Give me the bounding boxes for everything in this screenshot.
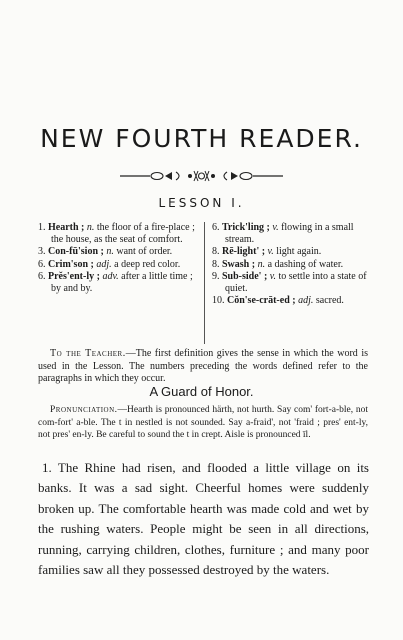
vocab-word: Rē-light' ; (222, 246, 266, 258)
vocab-definition: after a little time ; by and by. (51, 270, 193, 295)
pronunciation-text: —Hearth is pronounced härth, not hurth. Say com' fort-a-ble, not com-fort' a-ble. The t in nestled is not sounded. Say a-fraid', not 'fraid ; pres' ent-ly, not pres' en-ly. Be careful to sound the t in crept. Aisle is pronounced īl. (38, 405, 368, 440)
vocab-entry: 1. Hearth ; n. the floor of a fire-place ; the house, as the seat of comfort. (38, 222, 195, 246)
vocab-definition: sacred. (315, 295, 344, 307)
vocab-entry: 10. Cŏn'se-crāt-ed ; adj. sacred. (212, 295, 344, 307)
vocab-word: Prĕs'ent-ly ; (48, 270, 100, 282)
vocab-entry: 6. Prĕs'ent-ly ; adv. after a little time ; by and by. (38, 270, 193, 295)
vocab-definition: the floor of a fire-place ; the house, as the seat of comfort. (51, 222, 195, 246)
lesson-heading: LESSON I. (158, 196, 245, 210)
vocab-definition: a deep red color. (114, 258, 181, 270)
teacher-note (38, 348, 368, 386)
teacher-note-text: —The first definition gives the sense in which the word is used in the Lesson. The numbers preceding the words defined refer to the paragraphs in which they occur. (38, 348, 368, 384)
body-paragraph: 1. The Rhine had risen, and flooded a little village on its banks. It was a sad sight. Cheerful homes were suddenly broken up. The comfortable hearth was made cold and wet by the rushing waters. People might be seen in all directions, running, carrying children, clothes, furniture ; and many poor families saw all they possessed destroyed by the waters. (38, 460, 369, 578)
vocab-definition: to settle into a state of quiet. (225, 270, 367, 295)
vocabulary-column-right (212, 222, 368, 307)
pronunciation-lead: Pronunciation. (50, 405, 118, 415)
page-title: NEW FOURTH READER. (40, 124, 363, 153)
teacher-note-lead: To the Teacher. (50, 348, 126, 359)
section-title: A Guard of Honor. (149, 384, 254, 399)
vocab-entry: 8. Swash ; n. a dashing of water. (212, 258, 344, 270)
vocab-entry: 6. Crim'son ; adj. a deep red color. (38, 258, 181, 270)
vocab-entry: 3. Con-fū'sion ; n. want of order. (38, 246, 173, 258)
vocab-entry: 6. Trick'ling ; v. flowing in a small stream. (212, 222, 354, 246)
column-divider (204, 222, 205, 344)
vocabulary-column-left (38, 222, 203, 295)
vocab-definition: want of order. (116, 246, 173, 258)
vocab-word: Swash ; (222, 258, 256, 270)
pronunciation-note (38, 404, 368, 442)
vocab-word: Sub-side' ; (222, 270, 268, 282)
vocab-word: Trick'ling ; (222, 222, 270, 233)
decorative-ornament (0, 168, 403, 184)
vocab-definition: a dashing of water. (267, 258, 344, 270)
vocab-entry: 9. Sub-side' ; v. to settle into a state of quiet. (212, 270, 367, 295)
vocab-definition: light again. (276, 246, 322, 258)
vocab-word: Con-fū'sion ; (48, 246, 104, 258)
vocab-definition: flowing in a small stream. (225, 222, 354, 246)
vocab-word: Hearth ; (48, 222, 85, 233)
vocab-entry: 8. Rē-light' ; v. light again. (212, 246, 322, 258)
vocab-word: Cŏn'se-crāt-ed ; (227, 295, 296, 307)
vocab-word: Crim'son ; (48, 258, 94, 270)
